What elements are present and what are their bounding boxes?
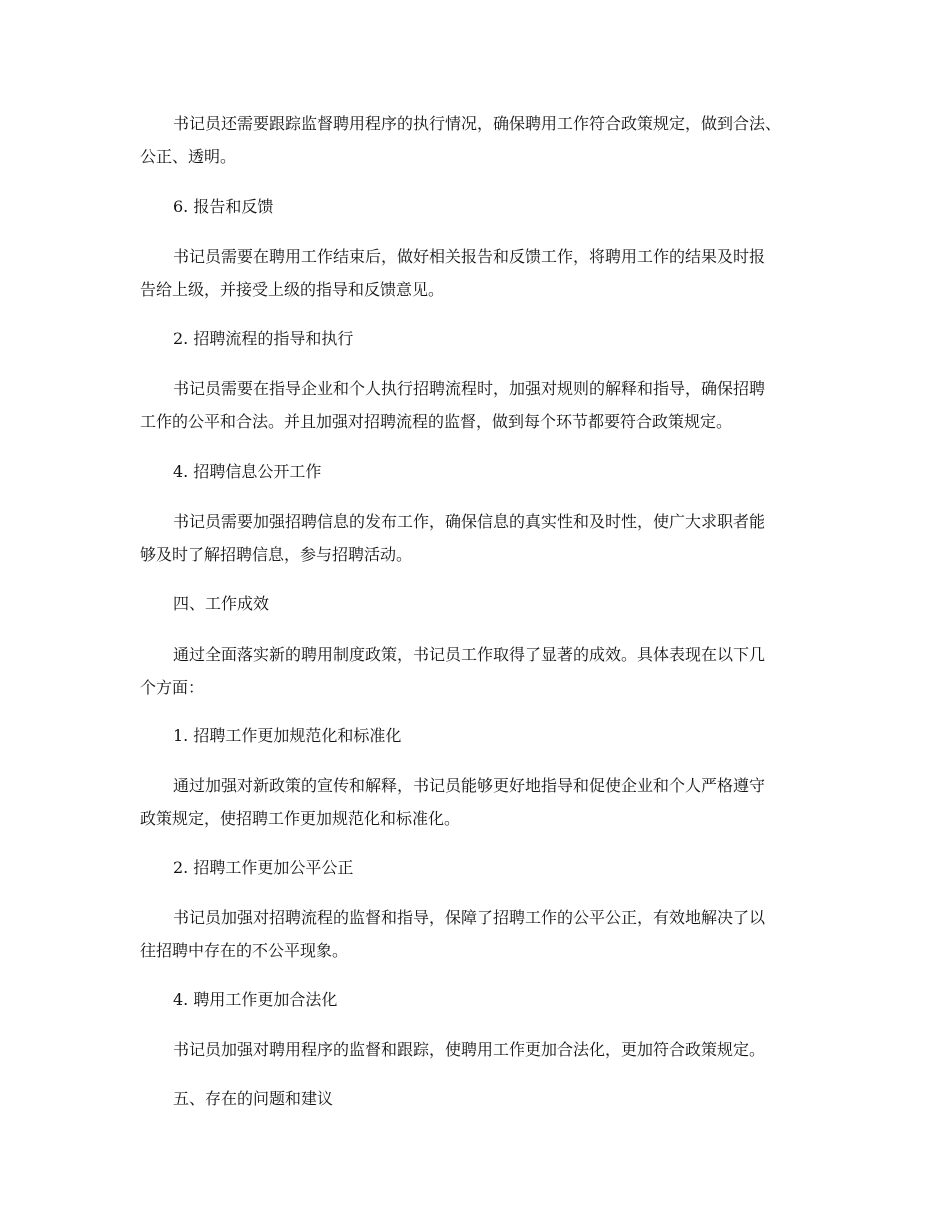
- paragraph-line: 书记员加强对聘用程序的监督和跟踪，使聘用工作更加合法化，更加符合政策规定。: [173, 1040, 766, 1059]
- paragraph-line: 往招聘中存在的不公平现象。: [140, 941, 349, 960]
- heading-standardization: [140, 719, 810, 752]
- paragraph-legalization: [140, 1033, 810, 1066]
- paragraph-results-intro: [140, 638, 810, 704]
- paragraph-line: 书记员需要在聘用工作结束后，做好相关报告和反馈工作，将聘用工作的结果及时报: [173, 247, 766, 266]
- paragraph-line: 书记员需要在指导企业和个人执行招聘流程时，加强对规则的解释和指导，确保招聘: [173, 379, 766, 398]
- heading-line: 4. 聘用工作更加合法化: [173, 990, 338, 1009]
- heading-fairness: [140, 851, 810, 884]
- heading-line: 6. 报告和反馈: [173, 197, 274, 216]
- paragraph-line: 政策规定，使招聘工作更加规范化和标准化。: [140, 809, 461, 828]
- heading-line: 4. 招聘信息公开工作: [173, 462, 322, 481]
- heading-line: 2. 招聘工作更加公平公正: [173, 858, 354, 877]
- paragraph-line: 告给上级，并接受上级的指导和反馈意见。: [140, 280, 445, 299]
- paragraph-recruitment-process: [140, 372, 810, 438]
- paragraph-standardization: [140, 769, 810, 835]
- heading-line: 2. 招聘流程的指导和执行: [173, 329, 354, 348]
- paragraph-line: 书记员需要加强招聘信息的发布工作，确保信息的真实性和及时性，使广大求职者能: [173, 512, 766, 531]
- paragraph-line: 书记员加强对招聘流程的监督和指导，保障了招聘工作的公平公正，有效地解决了以: [173, 908, 766, 927]
- paragraph-line: 书记员还需要跟踪监督聘用程序的执行情况，确保聘用工作符合政策规定，做到合法、: [173, 114, 782, 133]
- heading-legalization: [140, 983, 810, 1016]
- paragraph-line: 工作的公平和合法。并且加强对招聘流程的监督，做到每个环节都要符合政策规定。: [140, 412, 733, 431]
- heading-line: 四、工作成效: [173, 594, 270, 613]
- section-heading-results: [140, 587, 810, 620]
- paragraph-line: 通过加强对新政策的宣传和解释，书记员能够更好地指导和促使企业和个人严格遵守: [173, 776, 766, 795]
- section-heading-problems: [140, 1082, 810, 1115]
- paragraph-report-feedback: [140, 240, 810, 306]
- heading-recruitment-process: [140, 322, 810, 355]
- paragraph-line: 公正、透明。: [140, 147, 237, 166]
- paragraph-line: 通过全面落实新的聘用制度政策，书记员工作取得了显著的成效。具体表现在以下几: [173, 645, 766, 664]
- paragraph-tracking-supervision: [140, 107, 810, 173]
- heading-line: 1. 招聘工作更加规范化和标准化: [173, 726, 402, 745]
- paragraph-info-disclosure: [140, 505, 810, 571]
- heading-line: 五、存在的问题和建议: [173, 1089, 334, 1108]
- paragraph-line: 个方面：: [140, 678, 205, 697]
- paragraph-line: 够及时了解招聘信息，参与招聘活动。: [140, 545, 413, 564]
- paragraph-fairness: [140, 901, 810, 967]
- heading-report-feedback: [140, 190, 810, 223]
- heading-info-disclosure: [140, 455, 810, 488]
